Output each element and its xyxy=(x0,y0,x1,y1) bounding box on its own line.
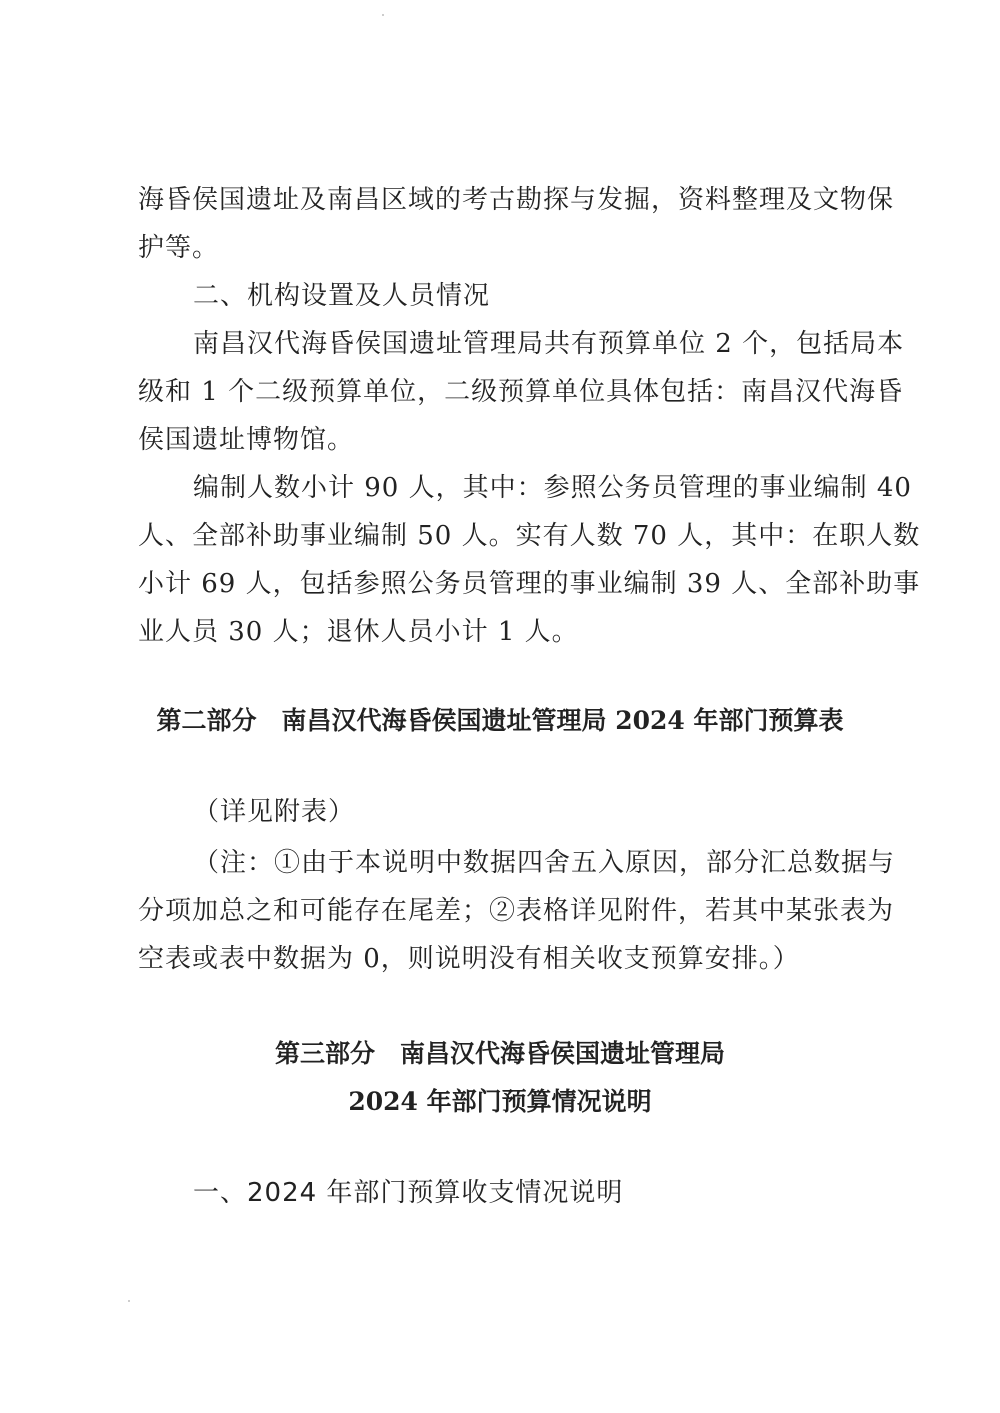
staff-paragraph-line-1: 编制人数小计 90 人，其中：参照公务员管理的事业编制 40 xyxy=(193,473,912,503)
staff-paragraph-line-3: 小计 69 人，包括参照公务员管理的事业编制 39 人、全部补助事 xyxy=(138,569,921,599)
part-three-title-line-2: 2024 年部门预算情况说明 xyxy=(348,1087,652,1116)
scope-paragraph-line-1: 海昏侯国遗址及南昌区域的考古勘探与发掘，资料整理及文物保 xyxy=(138,185,895,215)
scope-paragraph-line-2: 护等。 xyxy=(138,233,220,263)
note-line-1: （注：①由于本说明中数据四舍五入原因，部分汇总数据与 xyxy=(193,848,896,878)
section-one-heading: 一、2024 年部门预算收支情况说明 xyxy=(193,1178,624,1208)
part-two-title: 第二部分 南昌汉代海昏侯国遗址管理局 2024 年部门预算表 xyxy=(156,706,844,735)
units-paragraph-line-3: 侯国遗址博物馆。 xyxy=(138,425,355,455)
note-line-2: 分项加总之和可能存在尾差；②表格详见附件，若其中某张表为 xyxy=(138,896,895,926)
units-paragraph-line-1: 南昌汉代海昏侯国遗址管理局共有预算单位 2 个，包括局本 xyxy=(193,329,905,359)
scan-speck xyxy=(382,14,384,16)
staff-paragraph-line-2: 人、全部补助事业编制 50 人。实有人数 70 人，其中：在职人数 xyxy=(138,521,921,551)
see-attachment-note: （详见附表） xyxy=(193,797,356,827)
staff-paragraph-line-4: 业人员 30 人；退休人员小计 1 人。 xyxy=(138,617,579,647)
units-paragraph-line-2: 级和 1 个二级预算单位，二级预算单位具体包括：南昌汉代海昏 xyxy=(138,377,904,407)
part-three-title-line-1: 第三部分 南昌汉代海昏侯国遗址管理局 xyxy=(274,1039,725,1068)
note-line-3: 空表或表中数据为 0，则说明没有相关收支预算安排。） xyxy=(138,944,800,974)
section-two-heading: 二、机构设置及人员情况 xyxy=(193,281,491,311)
scan-speck xyxy=(128,1300,130,1302)
